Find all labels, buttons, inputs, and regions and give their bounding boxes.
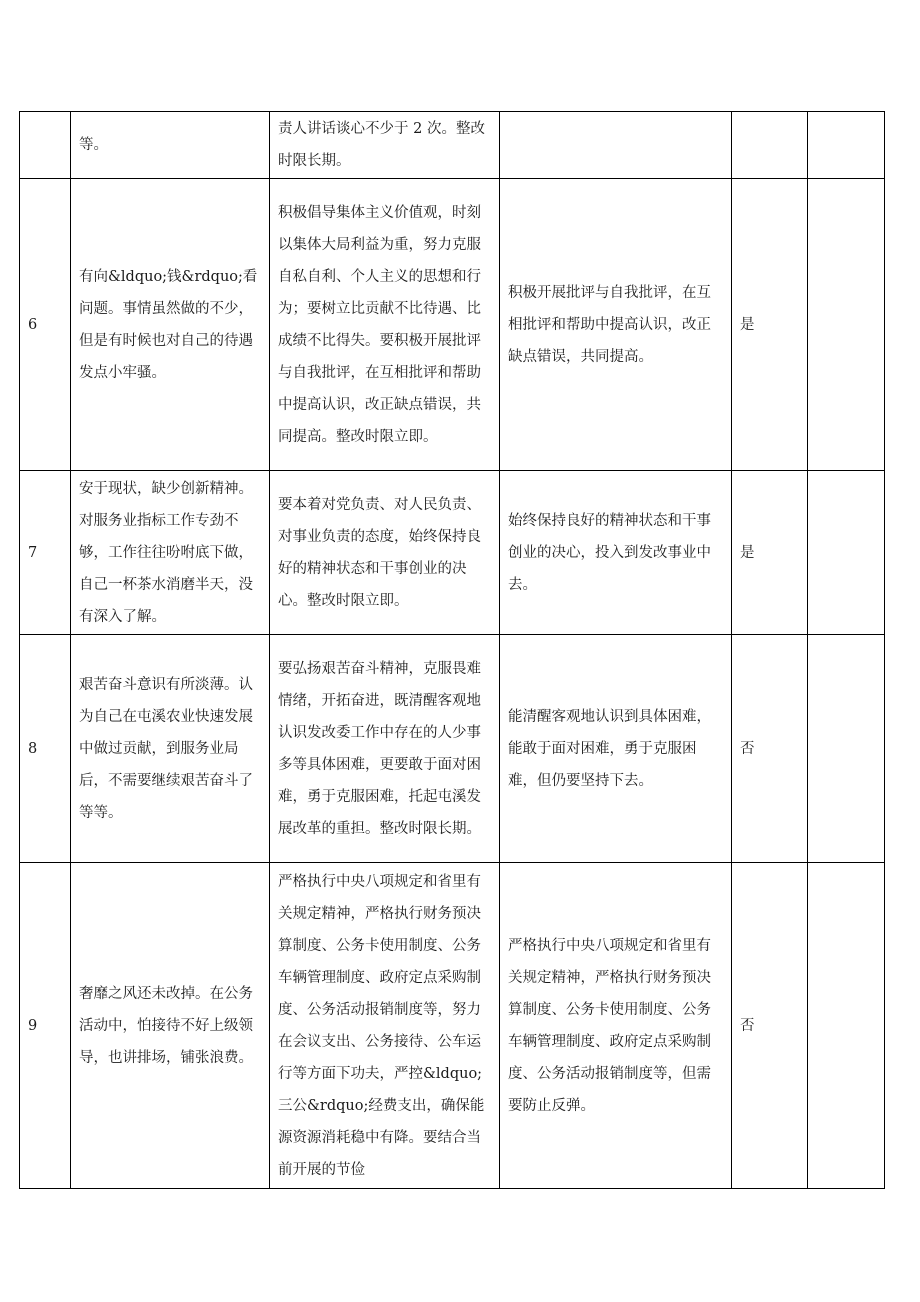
result-cell	[500, 863, 732, 1189]
table-row	[20, 179, 885, 471]
measure-cell	[270, 179, 500, 471]
row-number: 6	[20, 179, 71, 471]
problem-text: 奢靡之风还未改掉。在公务活动中，怕接待不好上级领导，也讲排场，铺张浪费。	[79, 985, 253, 1066]
problem-cell	[71, 863, 270, 1189]
result-cell	[500, 471, 732, 635]
row-number: 9	[20, 863, 71, 1189]
completion-cell	[732, 112, 808, 179]
note-cell	[808, 863, 885, 1189]
measure-cell	[270, 112, 500, 179]
result-cell	[500, 635, 732, 863]
table-row	[20, 471, 885, 635]
row-number: 8	[20, 635, 71, 863]
result-text: 严格执行中央八项规定和省里有关规定精神，严格执行财务预决算制度、公务卡使用制度、公务车辆管理制度、政府定点采购制度、公务活动报销制度等，但需要防止反弹。	[508, 937, 711, 1114]
measure-cell	[270, 635, 500, 863]
result-cell	[500, 112, 732, 179]
completion-cell: 是	[732, 471, 808, 635]
problem-cell	[71, 112, 270, 179]
rectification-table	[19, 111, 885, 1189]
note-cell	[808, 471, 885, 635]
problem-cell	[71, 471, 270, 635]
measure-text: 严格执行中央八项规定和省里有关规定精神，严格执行财务预决算制度、公务卡使用制度、公务车辆管理制度、政府定点采购制度、公务活动报销制度等，努力在会议支出、公务接待、公车运行等方面下功夫，严控&ldquo;三公&rdquo;经费支出，确保能源资源消耗稳中有降。要结合当前开展的节俭	[278, 873, 485, 1178]
note-cell	[808, 635, 885, 863]
table-row	[20, 112, 885, 179]
problem-text: 等。	[79, 137, 108, 153]
problem-cell	[71, 179, 270, 471]
row-number: 7	[20, 471, 71, 635]
result-text: 积极开展批评与自我批评，在互相批评和帮助中提高认识，改正缺点错误，共同提高。	[508, 284, 711, 365]
measure-text: 要本着对党负责、对人民负责、对事业负责的态度，始终保持良好的精神状态和干事创业的决心。整改时限立即。	[278, 496, 481, 609]
measure-cell	[270, 471, 500, 635]
table-row	[20, 635, 885, 863]
completion-cell: 否	[732, 635, 808, 863]
problem-cell	[71, 635, 270, 863]
measure-text: 要弘扬艰苦奋斗精神，克服畏难情绪，开拓奋进，既清醒客观地认识发改委工作中存在的人少事多等具体困难，更要敢于面对困难，勇于克服困难，托起屯溪发展改革的重担。整改时限长期。	[278, 660, 481, 837]
problem-text: 艰苦奋斗意识有所淡薄。认为自己在屯溪农业快速发展中做过贡献，到服务业局后，不需要继续艰苦奋斗了等等。	[79, 676, 253, 821]
row-number	[20, 112, 71, 179]
note-cell	[808, 179, 885, 471]
note-cell	[808, 112, 885, 179]
document-page	[19, 111, 884, 1189]
completion-cell: 是	[732, 179, 808, 471]
measure-cell	[270, 863, 500, 1189]
problem-text: 有向&ldquo;钱&rdquo;看问题。事情虽然做的不少，但是有时候也对自己的待遇发点小牢骚。	[79, 268, 258, 381]
completion-cell: 否	[732, 863, 808, 1189]
measure-text: 责人讲话谈心不少于 2 次。整改时限长期。	[278, 121, 485, 169]
table-row	[20, 863, 885, 1189]
measure-text: 积极倡导集体主义价值观，时刻以集体大局利益为重，努力克服自私自利、个人主义的思想和行为；要树立比贡献不比待遇、比成绩不比得失。要积极开展批评与自我批评，在互相批评和帮助中提高认识，改正缺点错误，共同提高。整改时限立即。	[278, 204, 481, 445]
problem-text: 安于现状，缺少创新精神。对服务业指标工作专劲不够，工作往往吩咐底下做，自己一杯茶水消磨半天，没有深入了解。	[79, 480, 253, 625]
result-text: 始终保持良好的精神状态和干事创业的决心，投入到发改事业中去。	[508, 512, 711, 593]
result-text: 能清醒客观地认识到具体困难，能敢于面对困难，勇于克服困难，但仍要坚持下去。	[508, 708, 711, 789]
result-cell	[500, 179, 732, 471]
